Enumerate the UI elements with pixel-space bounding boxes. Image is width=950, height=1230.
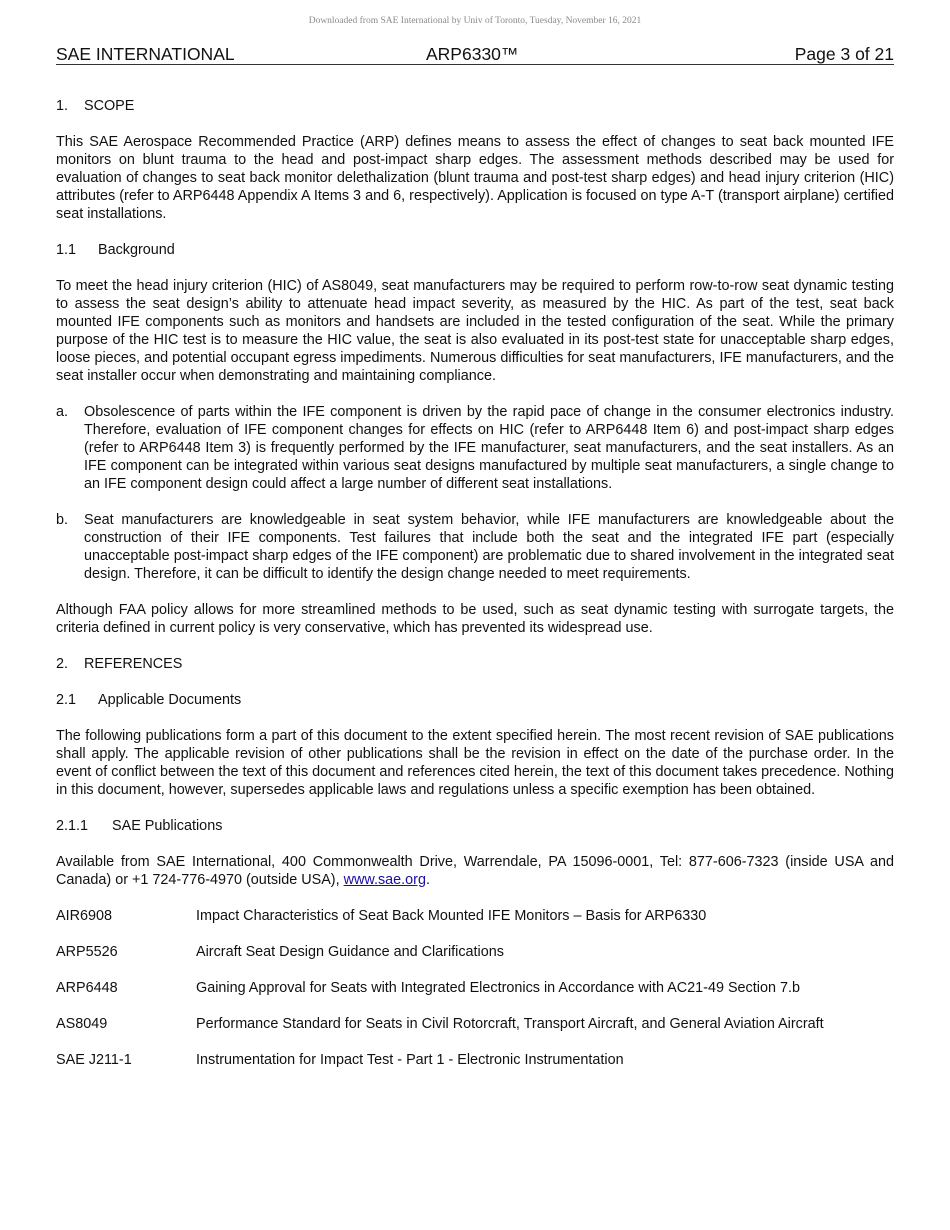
reference-row bbox=[56, 979, 894, 997]
section-number: 1.1 bbox=[56, 242, 77, 258]
reference-row bbox=[56, 943, 894, 961]
list-item-text: Obsolescence of parts within the IFE component is driven by the rapid pace of change in the consumer electronics industry. Therefore, evaluation of IFE component changes for effects on HIC (refer to ARP6448 Item 6) and post-impact sharp edges (refer to ARP6448 Item 3) is frequently performed by the IFE manufacturer, seat manufacturers, and the seat installers. As an IFE component can be integrated within various seat designs manufactured by multiple seat manufacturers, a single change to an IFE component design could affect a large number of different seat installations. bbox=[84, 404, 894, 492]
section-title: SAE Publications bbox=[112, 818, 223, 834]
section-number: 2.1.1 bbox=[56, 818, 89, 834]
list-item bbox=[56, 511, 894, 583]
sae-availability-paragraph bbox=[56, 853, 894, 889]
section-heading-background bbox=[56, 241, 894, 259]
reference-code: SAE J211-1 bbox=[56, 1052, 132, 1068]
section-heading-references bbox=[56, 655, 894, 673]
list-marker: b. bbox=[56, 512, 69, 528]
reference-code: AS8049 bbox=[56, 1016, 108, 1032]
reference-row bbox=[56, 1051, 894, 1069]
section-heading-applicable-documents bbox=[56, 691, 894, 709]
list-item bbox=[56, 403, 894, 493]
list-item-text: Seat manufacturers are knowledgeable in seat system behavior, while IFE manufacturers are knowledgeable about the construction of their IFE components. Test failures that include both the seat and the integrated IFE part (especially unacceptable post-impact sharp edges of the IFE component) are problematic due to shared involvement in the integrated seat design. Therefore, it can be difficult to identify the design change needed to meet requirements. bbox=[84, 512, 894, 582]
reference-code: ARP6448 bbox=[56, 980, 118, 996]
download-watermark: Downloaded from SAE International by Univ of Toronto, Tuesday, November 16, 2021 bbox=[308, 16, 642, 26]
page-header bbox=[56, 44, 894, 65]
document-body bbox=[56, 97, 894, 1069]
section-heading-sae-publications bbox=[56, 817, 894, 835]
reference-code: ARP5526 bbox=[56, 944, 118, 960]
background-closing-paragraph: Although FAA policy allows for more streamlined methods to be used, such as seat dynamic testing with surrogate targets, the criteria defined in current policy is very conservative, which has prevented its widespread use. bbox=[56, 602, 894, 636]
section-number: 1. bbox=[56, 98, 69, 114]
header-doc-id: ARP6330™ bbox=[426, 44, 519, 64]
reference-row bbox=[56, 1015, 894, 1033]
section-number: 2. bbox=[56, 656, 69, 672]
reference-title: Aircraft Seat Design Guidance and Clarifications bbox=[196, 944, 504, 960]
scope-paragraph: This SAE Aerospace Recommended Practice (ARP) defines means to assess the effect of changes to seat back mounted IFE monitors on blunt trauma to the head and post-impact sharp edges. The assessment methods described may be used for evaluation of changes to seat back monitor delethalization (blunt trauma and post-test sharp edges) and head injury criterion (HIC) attributes (refer to ARP6448 Appendix A Items 3 and 6, respectively). Application is focused on type A-T (transport airplane) certified seat installations. bbox=[56, 134, 894, 222]
list-marker: a. bbox=[56, 404, 69, 420]
reference-row bbox=[56, 907, 894, 925]
section-title: REFERENCES bbox=[84, 656, 183, 672]
reference-title: Performance Standard for Seats in Civil Rotorcraft, Transport Aircraft, and General Aviation Aircraft bbox=[196, 1016, 824, 1032]
reference-title: Gaining Approval for Seats with Integrated Electronics in Accordance with AC21-49 Section 7.b bbox=[196, 980, 800, 996]
section-title: Background bbox=[98, 242, 175, 258]
reference-code: AIR6908 bbox=[56, 908, 113, 924]
availability-text-end: . bbox=[425, 872, 430, 888]
section-heading-scope bbox=[56, 97, 894, 115]
sae-website-link[interactable]: www.sae.org bbox=[343, 872, 426, 888]
section-title: Applicable Documents bbox=[98, 692, 242, 708]
header-org: SAE INTERNATIONAL bbox=[56, 44, 235, 64]
section-title: SCOPE bbox=[84, 98, 135, 114]
background-paragraph: To meet the head injury criterion (HIC) of AS8049, seat manufacturers may be required to perform row-to-row seat dynamic testing to assess the seat design’s ability to attenuate head impact severity, as measured by the HIC. As part of the test, seat back mounted IFE components such as monitors and handsets are included in the tested configuration of the seat. While the primary purpose of the HIC test is to measure the HIC value, the seat is also evaluated in its post-test state for unacceptable sharp edges, loose pieces, and potential occupant egress impediments. Numerous difficulties for seat manufacturers, IFE manufacturers, and the seat installer occur when demonstrating and maintaining compliance. bbox=[56, 278, 894, 384]
reference-title: Instrumentation for Impact Test - Part 1 - Electronic Instrumentation bbox=[196, 1052, 624, 1068]
section-number: 2.1 bbox=[56, 692, 77, 708]
availability-text: Available from SAE International, 400 Commonwealth Drive, Warrendale, PA 15096-0001, Tel: 877-606-7323 (inside USA and Canada) or +1 724-776-4970 (outside USA), bbox=[56, 854, 894, 888]
reference-title: Impact Characteristics of Seat Back Mounted IFE Monitors – Basis for ARP6330 bbox=[196, 908, 707, 924]
applicable-documents-paragraph: The following publications form a part of this document to the extent specified herein. The most recent revision of SAE publications shall apply. The applicable revision of other publications shall be the revision in effect on the date of the purchase order. In the event of conflict between the text of this document and references cited herein, the text of this document takes precedence. Nothing in this document, however, supersedes applicable laws and regulations unless a specific exemption has been obtained. bbox=[56, 728, 894, 798]
header-page-number: Page 3 of 21 bbox=[794, 44, 894, 64]
